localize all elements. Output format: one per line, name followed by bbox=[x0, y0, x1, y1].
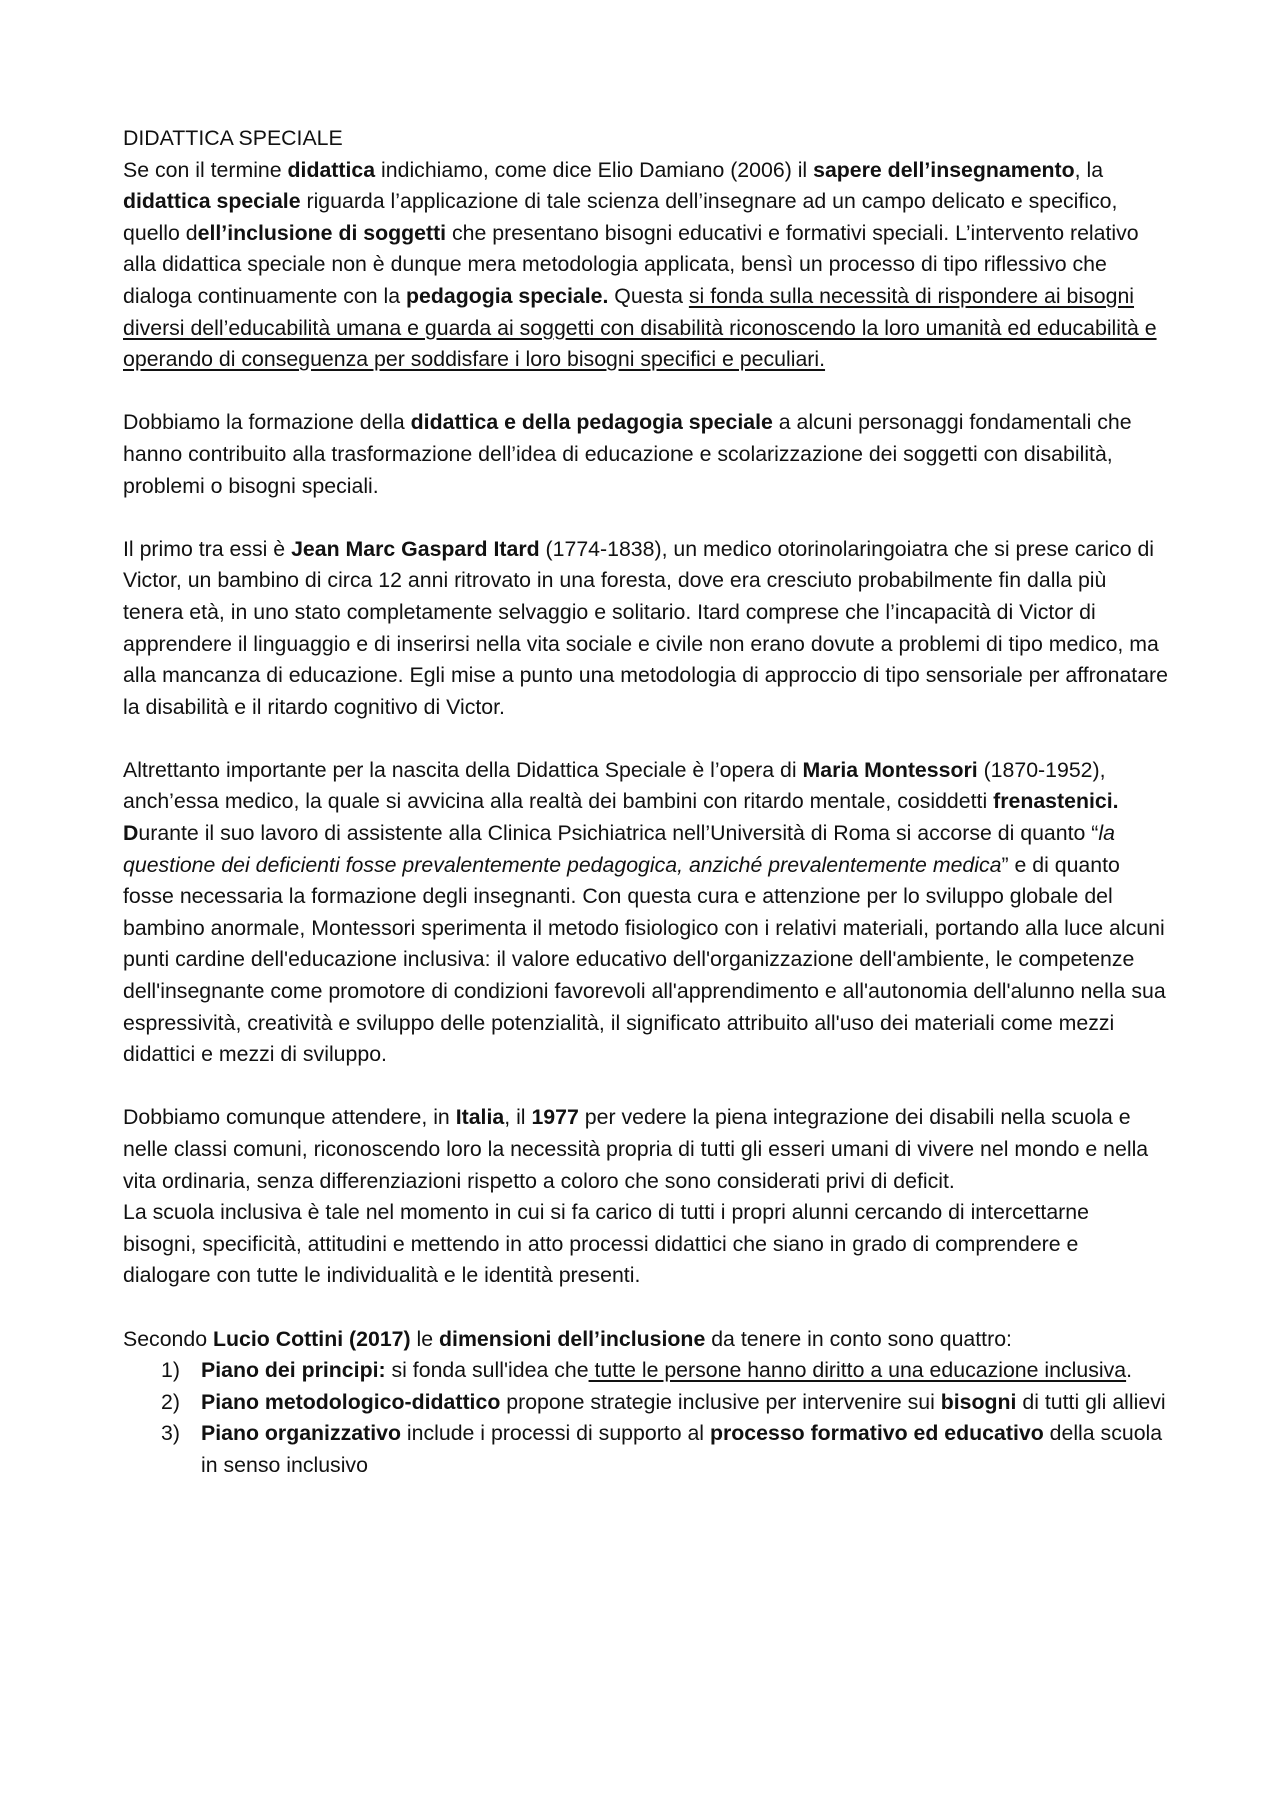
list-number: 2) bbox=[161, 1389, 180, 1414]
paragraph-spacer bbox=[123, 376, 1168, 408]
paragraph-formazione: Dobbiamo la formazione della didattica e della pedagogia speciale a alcuni personaggi fondamentali che hanno contribuito alla trasformazione dell’idea di educazione e scolarizzazione dei soggetti con disabilità, problemi o bisogni speciali. bbox=[123, 410, 1132, 498]
list-number: 3) bbox=[161, 1421, 180, 1446]
document-body bbox=[123, 123, 1168, 1482]
dimensions-list bbox=[123, 1355, 1168, 1481]
paragraph-integrazione-1977: Dobbiamo comunque attendere, in Italia, il 1977 per vedere la piena integrazione dei disabili nella scuola e nelle classi comuni, riconoscendo loro la necessità propria di tutti gli esseri umani di vivere nel mondo e nella vita ordinaria, senza differenziazioni rispetto a coloro che sono considerati privi di deficit. bbox=[123, 1105, 1149, 1193]
paragraph-spacer bbox=[123, 1292, 1168, 1324]
paragraph-spacer bbox=[123, 502, 1168, 534]
paragraph-itard: Il primo tra essi è Jean Marc Gaspard Itard (1774-1838), un medico otorinolaringoiatra che si prese carico di Victor, un bambino di circa 12 anni ritrovato in una foresta, dove era cresciuto probabilmente fin dalla più tenera età, in uno stato completamente selvaggio e solitario. Itard comprese che l’incapacità di Victor di apprendere il linguaggio e di inserirsi nella vita sociale e civile non erano dovute a problemi di tipo medico, ma alla mancanza di educazione. Egli mise a punto una metodologia di approccio di tipo sensoriale per affronatare la disabilità e il ritardo cognitivo di Victor. bbox=[123, 536, 1168, 719]
paragraph-cottini: Secondo Lucio Cottini (2017) le dimensioni dell’inclusione da tenere in conto sono quattro: bbox=[123, 1326, 1012, 1351]
document-title: DIDATTICA SPECIALE bbox=[123, 126, 343, 150]
list-number: 1) bbox=[161, 1358, 180, 1383]
paragraph-didattica-definition: Se con il termine didattica indichiamo, come dice Elio Damiano (2006) il sapere dell’insegnamento, la didattica speciale riguarda l’applicazione di tale scienza dell’insegnare ad un campo delicato e specifico, quello dell’inclusione di soggetti che presentano bisogni educativi e formativi speciali. L’intervento relativo alla didattica speciale non è dunque mera metodologia applicata, bensì un processo di tipo riflessivo che dialoga continuamente con la pedagogia speciale. Questa si fonda sulla necessità di rispondere ai bisogni diversi dell’educabilità umana e guarda ai soggetti con disabilità riconoscendo la loro umanità ed educabilità e operando di conseguenza per soddisfare i loro bisogni specifici e peculiari. bbox=[123, 157, 1157, 372]
paragraph-spacer bbox=[123, 723, 1168, 755]
paragraph-scuola-inclusiva: La scuola inclusiva è tale nel momento in cui si fa carico di tutti i propri alunni cercando di intercettarne bisogni, specificità, attitudini e mettendo in atto processi didattici che siano in grado di comprendere e dialogare con tutte le individualità e le identità presenti. bbox=[123, 1200, 1089, 1288]
paragraph-montessori: Altrettanto importante per la nascita della Didattica Speciale è l’opera di Maria Montessori (1870-1952), anch’essa medico, la quale si avvicina alla realtà dei bambini con ritardo mentale, cosiddetti frenastenici. Durante il suo lavoro di assistente alla Clinica Psichiatrica nell’Università di Roma si accorse di quanto “la questione dei deficienti fosse prevalentemente pedagogica, anziché prevalentemente medica” e di quanto fosse necessaria la formazione degli insegnanti. Con questa cura e attenzione per lo sviluppo globale del bambino anormale, Montessori sperimenta il metodo fisiologico con i relativi materiali, portando alla luce alcuni punti cardine dell'educazione inclusiva: il valore educativo dell'organizzazione dell'ambiente, le competenze dell'insegnante come promotore di condizioni favorevoli all'apprendimento e all'autonomia dell'alunno nella sua espressività, creatività e sviluppo delle potenzialità, il significato attribuito all'uso dei materiali come mezzi didattici e mezzi di sviluppo. bbox=[123, 757, 1166, 1067]
list-item: 3) Piano organizzativo include i processi di supporto al processo formativo ed educativo della scuola in senso inclusivo bbox=[123, 1418, 1168, 1481]
paragraph-spacer bbox=[123, 1071, 1168, 1103]
list-item: 1) Piano dei principi: si fonda sull'idea che tutte le persone hanno diritto a una educazione inclusiva. bbox=[123, 1355, 1168, 1387]
list-item: 2) Piano metodologico-didattico propone strategie inclusive per intervenire sui bisogni di tutti gli allievi bbox=[123, 1387, 1168, 1419]
